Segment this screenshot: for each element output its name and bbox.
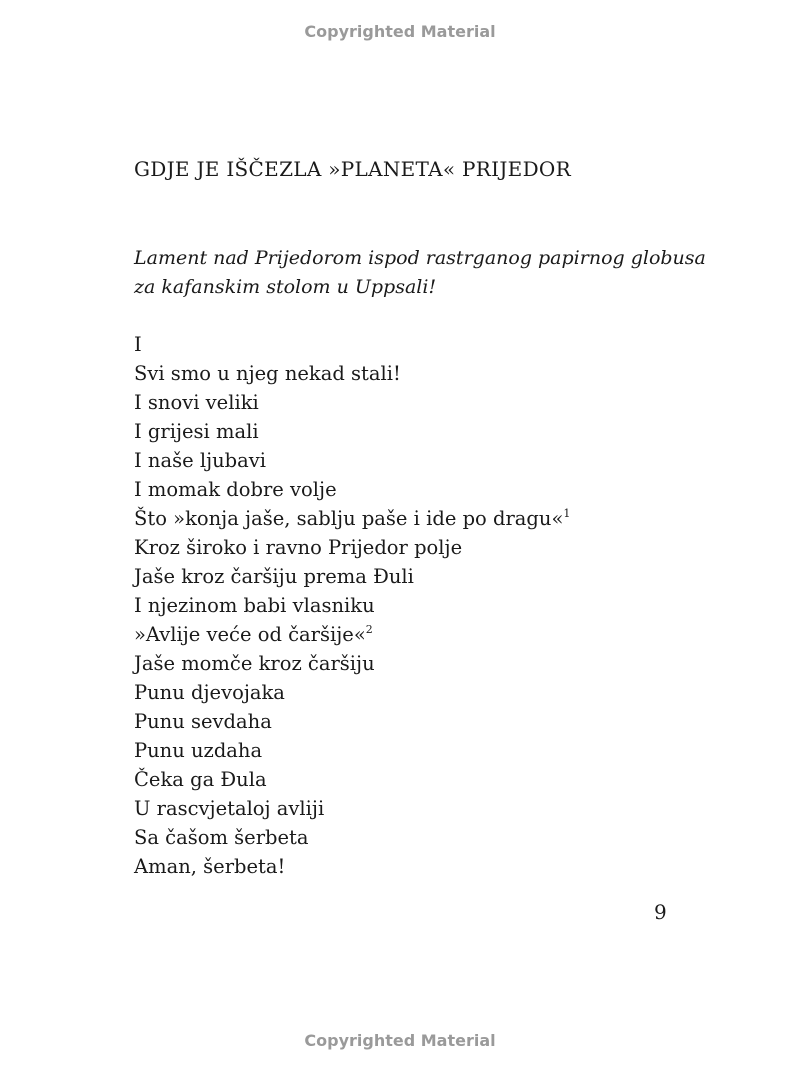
- page-number: 9: [654, 900, 667, 924]
- poem-line-with-footnote: [134, 620, 570, 649]
- poem-line: I snovi veliki: [134, 391, 259, 414]
- poem-line-text: Što »konja jaše, sablju paše i ide po dragu«: [134, 507, 564, 530]
- poem-line: Punu uzdaha: [134, 739, 263, 762]
- poem-line: I momak dobre volje: [134, 478, 337, 501]
- poem-title: GDJE JE IŠČEZLA »PLANETA« PRIJEDOR: [134, 157, 571, 181]
- poem-line: Punu sevdaha: [134, 710, 272, 733]
- poem-line: Punu djevojaka: [134, 681, 285, 704]
- footnote-mark[interactable]: 2: [365, 623, 373, 636]
- poem-line: Aman, šerbeta!: [134, 855, 286, 878]
- stanza: [134, 330, 570, 881]
- poem-line: Jaše momče kroz čaršiju: [134, 652, 375, 675]
- poem-line: Jaše kroz čaršiju prema Đuli: [134, 565, 414, 588]
- watermark-bottom: Copyrighted Material: [304, 1031, 496, 1050]
- poem-line-text: »Avlije veće od čaršije«: [134, 623, 366, 646]
- watermark-top: Copyrighted Material: [304, 22, 496, 41]
- poem-line: Svi smo u njeg nekad stali!: [134, 362, 401, 385]
- footnote-mark[interactable]: 1: [563, 507, 571, 520]
- poem-line: I njezinom babi vlasniku: [134, 594, 375, 617]
- poem-line: Kroz široko i ravno Prijedor polje: [134, 536, 463, 559]
- poem-line: Čeka ga Đula: [134, 768, 267, 791]
- poem-line: U rascvjetaloj avliji: [134, 797, 325, 820]
- epigraph-line: Lament nad Prijedorom ispod rastrganog papirnog globusa: [134, 247, 706, 269]
- poem-line: Sa čašom šerbeta: [134, 826, 309, 849]
- poem-line: I naše ljubavi: [134, 449, 267, 472]
- epigraph: [134, 244, 706, 302]
- poem-line-with-footnote: [134, 504, 570, 533]
- epigraph-line: za kafanskim stolom u Uppsali!: [134, 276, 437, 298]
- stanza-number: I: [134, 333, 142, 356]
- poem-line: I grijesi mali: [134, 420, 259, 443]
